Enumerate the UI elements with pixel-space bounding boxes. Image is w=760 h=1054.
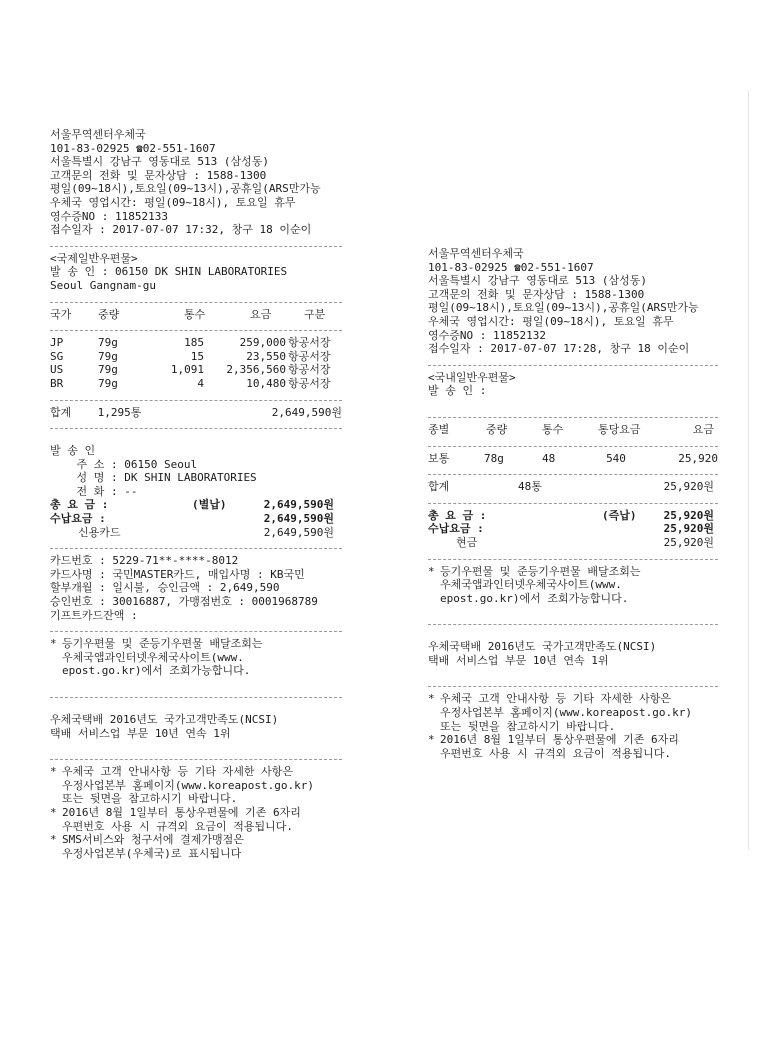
cell-country: BR xyxy=(50,376,64,390)
cell-weight: 79g xyxy=(98,349,118,363)
cell-count: 15 xyxy=(190,349,204,363)
divider xyxy=(50,753,342,760)
divider xyxy=(50,324,342,331)
fee-paid-value: 25,920원 xyxy=(663,522,714,536)
cell-weight: 79g xyxy=(98,336,118,350)
divider xyxy=(50,542,342,549)
bullet-star: * xyxy=(50,833,57,847)
fee-cash-value: 25,920원 xyxy=(663,535,714,549)
section-title: <국내일반우편물> xyxy=(428,370,516,384)
receipt-number: 영수증NO : 11852132 xyxy=(428,328,546,342)
section-title: <국제일반우편물> xyxy=(50,251,138,265)
award-notice xyxy=(428,640,718,667)
card-number: 카드번호 : 5229-71**-****-8012 xyxy=(50,554,239,568)
total-count: 1,295통 xyxy=(97,405,142,419)
fee-total-note: (즉납) xyxy=(602,508,637,522)
sender-heading: 발 송 인 xyxy=(50,444,96,458)
column-header: 중량 xyxy=(98,307,120,321)
note-text: SMS서비스와 청구서에 결제가맹점은 우정사업본부(우체국)로 표시됩니다 xyxy=(62,833,244,860)
table-row xyxy=(50,363,342,377)
column-header: 통수 xyxy=(184,307,206,321)
fee-total-note: (별납) xyxy=(192,498,227,512)
cell-fee: 10,480 xyxy=(246,376,286,390)
cell-count: 48 xyxy=(542,451,556,465)
divider xyxy=(50,625,342,632)
installment: 할부개월 : 일시불, 승인금액 : 2,649,590 xyxy=(50,581,280,595)
gift-card-balance: 기프트카드잔액 : xyxy=(50,608,138,622)
divider xyxy=(50,296,342,303)
fee-total-label: 총 요 금 : xyxy=(428,508,487,522)
cell-weight: 78g xyxy=(483,451,504,465)
fee-card-row xyxy=(50,526,342,540)
table-row xyxy=(50,350,342,364)
table-header xyxy=(50,308,342,322)
guide-note xyxy=(50,765,342,806)
bullet-star: * xyxy=(50,765,57,779)
total-count: 48통 xyxy=(518,480,542,494)
customer-inquiry: 고객문의 전화 및 문자상담 : 1588-1300 xyxy=(50,168,267,182)
cell-weight: 79g xyxy=(98,376,118,390)
divider xyxy=(428,411,718,418)
divider xyxy=(428,468,718,475)
cell-fee: 259,000 xyxy=(239,336,286,350)
column-header: 구분 xyxy=(304,307,326,321)
post-office-name: 서울무역센터우체국 xyxy=(428,247,524,260)
business-hours: 우체국 영업시간: 평일(09~18시), 토요일 휴무 xyxy=(428,314,674,328)
sender-name: 성 명 : DK SHIN LABORATORIES xyxy=(50,471,257,485)
divider xyxy=(428,359,718,366)
cell-fee: 2,356,560 xyxy=(226,363,286,377)
bullet-star: * xyxy=(428,564,435,578)
cell-count: 185 xyxy=(184,336,204,350)
sender-phone: 전 화 : -- xyxy=(50,484,138,498)
receipt-international xyxy=(50,128,342,860)
note-text: 등기우편물 및 준등기우편물 배달조회는 우체국앱과인터넷우체국사이트(www. epost.go.kr)에서 조회가능합니다. xyxy=(440,564,641,605)
table-row xyxy=(50,336,342,350)
business-hours: 우체국 영업시간: 평일(09~18시), 토요일 휴무 xyxy=(50,195,296,209)
note-text: 우체국 고객 안내사항 등 기타 자세한 사항은 우정사업본부 홈페이지(www.koreapost.go.kr) 또는 뒷면을 참고하시기 바랍니다. xyxy=(440,692,692,733)
fee-card-label: 신용카드 xyxy=(78,525,121,539)
receipt-domestic xyxy=(428,247,718,760)
inquiry-hours: 평일(09~18시),토요일(09~13시),공휴일(ARS만가능 xyxy=(50,182,321,196)
guide-note xyxy=(428,692,718,733)
fee-paid-row xyxy=(50,512,342,526)
fee-paid-label: 수납요금 : xyxy=(428,522,484,536)
address: 서울특별시 강남구 영동대로 513 (삼성동) xyxy=(50,155,269,169)
column-header: 요금 xyxy=(250,307,272,321)
card-company: 카드사명 : 국민MASTER카드, 매입사명 : KB국민 xyxy=(50,567,305,581)
sender-block xyxy=(50,444,342,498)
table-row xyxy=(50,377,342,391)
customer-inquiry: 고객문의 전화 및 문자상담 : 1588-1300 xyxy=(428,287,645,301)
award-notice xyxy=(50,713,342,740)
cell-country: US xyxy=(50,363,64,377)
award-line: 우체국택배 2016년도 국가고객만족도(NCSI) xyxy=(428,640,657,654)
postcode-note xyxy=(50,806,342,833)
fee-total-value: 2,649,590원 xyxy=(263,498,334,512)
fee-total-row xyxy=(428,509,718,523)
cell-type: 항공서장 xyxy=(288,349,331,363)
divider xyxy=(428,497,718,504)
divider xyxy=(428,440,718,447)
column-header: 통당요금 xyxy=(598,422,641,436)
fee-paid-label: 수납요금 : xyxy=(50,512,106,526)
receipt-number: 영수증NO : 11852133 xyxy=(50,209,168,223)
approval-number: 승인번호 : 30016887, 가맹점번호 : 0001968789 xyxy=(50,595,318,609)
paper-edge xyxy=(748,90,749,850)
total-row xyxy=(50,406,342,420)
fee-total-value: 25,920원 xyxy=(663,508,714,522)
sender-city: Seoul Gangnam-gu xyxy=(50,278,156,292)
receipt-header xyxy=(50,128,342,237)
total-label: 합계 xyxy=(428,480,450,494)
note-text: 2016년 8월 1일부터 통상우편물에 기존 6자리 우편번호 사용 시 규격외 요금이 적용됩니다. xyxy=(62,805,301,833)
fee-cash-label: 현금 xyxy=(456,535,478,549)
divider xyxy=(50,691,342,698)
business-number-phone: 101-83-02925 ☎02-551-1607 xyxy=(428,260,594,274)
inquiry-hours: 평일(09~18시),토요일(09~13시),공휴일(ARS만가능 xyxy=(428,301,699,315)
cell-count: 4 xyxy=(197,376,204,390)
table-header xyxy=(428,423,718,437)
column-header: 종별 xyxy=(428,422,450,436)
award-line: 택배 서비스업 부문 10년 연속 1위 xyxy=(428,653,609,667)
sender-address: 주 소 : 06150 Seoul xyxy=(50,457,198,471)
cell-type: 항공서장 xyxy=(288,376,331,390)
column-header: 통수 xyxy=(542,422,564,436)
cell-count: 1,091 xyxy=(170,363,204,377)
business-number-phone: 101-83-02925 ☎02-551-1607 xyxy=(50,141,216,155)
bullet-star: * xyxy=(50,805,57,819)
divider xyxy=(428,680,718,687)
fee-card-value: 2,649,590원 xyxy=(263,525,334,539)
column-header: 요금 xyxy=(692,422,714,436)
column-header: 국가 xyxy=(50,307,72,321)
fee-paid-value: 2,649,590원 xyxy=(263,512,334,526)
table-body xyxy=(50,336,342,390)
sender-line: 발 송 인 : xyxy=(428,384,487,398)
table-row xyxy=(428,452,718,466)
cell-country: JP xyxy=(50,336,64,350)
note-text: 우체국 고객 안내사항 등 기타 자세한 사항은 우정사업본부 홈페이지(www.koreapost.go.kr) 또는 뒷면을 참고하시기 바랍니다. xyxy=(62,765,314,806)
receipt-date: 접수일자 : 2017-07-07 17:32, 창구 18 이순이 xyxy=(50,223,312,237)
receipt-header xyxy=(428,247,718,356)
tracking-note xyxy=(428,565,718,606)
cell-type: 항공서장 xyxy=(288,336,331,350)
total-amount: 25,920원 xyxy=(663,480,714,494)
column-header: 중량 xyxy=(486,422,508,436)
bullet-star: * xyxy=(428,733,435,747)
card-info xyxy=(50,554,342,622)
fee-total-row xyxy=(50,498,342,512)
receipt-date: 접수일자 : 2017-07-07 17:28, 창구 18 이순이 xyxy=(428,342,690,356)
cell-fee: 25,920 xyxy=(678,451,719,465)
address: 서울특별시 강남구 영동대로 513 (삼성동) xyxy=(428,274,647,288)
note-text: 등기우편물 및 준등기우편물 배달조회는 우체국앱과인터넷우체국사이트(www. epost.go.kr)에서 조회가능합니다. xyxy=(62,637,263,678)
bullet-star: * xyxy=(428,692,435,706)
divider xyxy=(50,422,342,429)
divider xyxy=(50,240,342,247)
fee-total-label: 총 요 금 : xyxy=(50,498,109,512)
cell-unit-fee: 540 xyxy=(606,451,626,465)
divider xyxy=(428,618,718,625)
post-office-name: 서울무역센터우체국 xyxy=(50,128,146,141)
divider xyxy=(50,394,342,401)
total-label: 합계 xyxy=(50,405,72,419)
cell-weight: 79g xyxy=(98,363,118,377)
fee-paid-row xyxy=(428,522,718,536)
sender-line: 발 송 인 : 06150 DK SHIN LABORATORIES xyxy=(50,265,288,279)
fee-cash-row xyxy=(428,536,718,550)
cell-fee: 23,550 xyxy=(246,349,286,363)
tracking-note xyxy=(50,637,342,678)
cell-type: 항공서장 xyxy=(288,363,331,377)
total-row xyxy=(428,480,718,494)
postcode-note xyxy=(428,733,718,760)
award-line: 택배 서비스업 부문 10년 연속 1위 xyxy=(50,726,231,740)
sms-note xyxy=(50,833,342,860)
award-line: 우체국택배 2016년도 국가고객만족도(NCSI) xyxy=(50,713,279,726)
note-text: 2016년 8월 1일부터 통상우편물에 기존 6자리 우편번호 사용 시 규격외 요금이 적용됩니다. xyxy=(440,733,679,760)
total-amount: 2,649,590원 xyxy=(271,405,342,419)
cell-kind: 보통 xyxy=(428,451,450,465)
cell-country: SG xyxy=(50,349,64,363)
bullet-star: * xyxy=(50,637,57,651)
divider xyxy=(428,553,718,560)
